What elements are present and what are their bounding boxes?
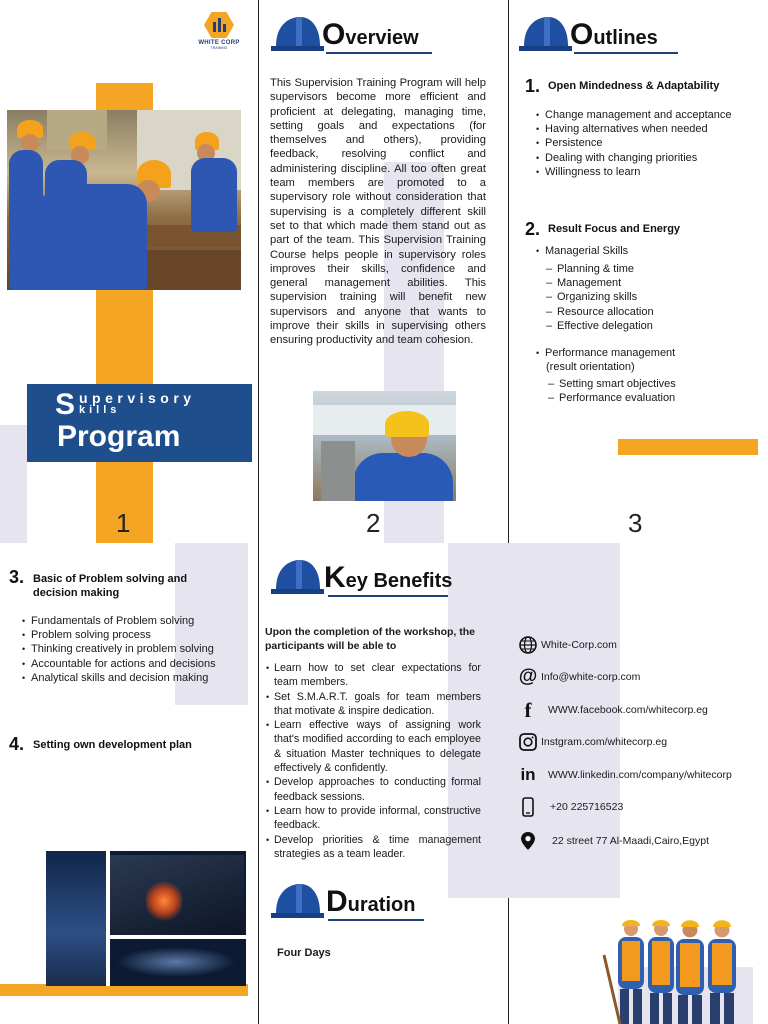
at-sign-icon: @	[518, 666, 538, 687]
location-pin-icon	[518, 831, 538, 851]
list-item: – Planning & time	[546, 262, 654, 276]
heading-underline	[574, 52, 678, 54]
section-3-title	[33, 572, 187, 600]
duration-heading	[270, 879, 470, 925]
list-item: • Thinking creatively in problem solving	[22, 642, 216, 656]
benefits-list	[266, 661, 481, 861]
logo-sub: TRAINING	[210, 46, 228, 50]
list-item: – Management	[546, 276, 654, 290]
facebook-link[interactable]: WWW.facebook.com/whitecorp.eg	[548, 704, 708, 716]
outlines-continued-panel	[0, 543, 258, 1024]
benefits-heading-initial: K	[324, 561, 346, 594]
list-item: • Having alternatives when needed	[536, 122, 732, 136]
list-item: • Learn effective ways of assigning work that's modified according to each employee & situation Master techniques to delegate effectively & confidently.	[266, 718, 481, 775]
page-number-2: 2	[366, 508, 381, 538]
email-link[interactable]: Info@white-corp.com	[541, 671, 641, 683]
page-number-3: 3	[628, 508, 643, 538]
heading-underline	[328, 595, 448, 597]
list-item: • Develop priorities & time management strategies as a team leader.	[266, 833, 481, 862]
list-item: • Develop approaches to conducting formal feedback sessions.	[266, 775, 481, 804]
section-2-sub2-list	[548, 377, 676, 405]
section-1-title: Open Mindedness & Adaptability	[548, 80, 720, 92]
list-item: – Resource allocation	[546, 305, 654, 319]
list-item: • Set S.M.A.R.T. goals for team members that motivate & inspire dedication.	[266, 690, 481, 719]
welding-photo	[46, 851, 246, 986]
duration-heading-rest: uration	[347, 894, 416, 916]
overview-panel	[258, 0, 508, 543]
hard-hat-icon	[270, 881, 324, 921]
globe-icon	[518, 635, 538, 655]
overview-heading	[270, 12, 470, 58]
list-item: • Change management and acceptance	[536, 108, 732, 122]
list-item: • Dealing with changing priorities	[536, 151, 732, 165]
list-item: • Fundamentals of Problem solving	[22, 614, 216, 628]
mobile-phone-icon	[518, 797, 538, 817]
list-item: • Learn how to set clear expectations for team members.	[266, 661, 481, 690]
phone-number[interactable]: +20 225716523	[550, 801, 624, 813]
heading-underline	[328, 919, 424, 921]
list-item: • Problem solving process	[22, 628, 216, 642]
linkedin-icon: in	[520, 765, 536, 784]
section-1-list	[536, 108, 732, 179]
title-program: Program	[57, 420, 181, 453]
company-logo	[196, 12, 242, 50]
list-item: • Analytical skills and decision making	[22, 671, 216, 685]
lavender-block	[0, 425, 27, 543]
linkedin-link[interactable]: WWW.linkedin.com/company/whitecorp	[548, 769, 732, 781]
address-text: 22 street 77 Al-Maadi,Cairo,Egypt	[552, 835, 709, 847]
hard-hat-icon	[518, 14, 572, 54]
section-2-sub2	[536, 346, 675, 360]
section-4-title: Setting own development plan	[33, 739, 192, 751]
section-3-title-line2: decision making	[33, 587, 120, 599]
engineer-photo	[313, 391, 456, 501]
title-supervisory: upervisory	[79, 390, 196, 406]
facebook-icon: f	[524, 697, 532, 722]
outlines-heading-rest: utlines	[593, 27, 658, 49]
instagram-link[interactable]: Instgram.com/whitecorp.eg	[541, 736, 668, 748]
workers-illustration	[596, 915, 746, 1024]
outlines-heading	[518, 12, 718, 58]
contact-panel	[508, 543, 768, 1024]
hard-hat-icon	[270, 14, 324, 54]
section-1-number: 1.	[525, 76, 541, 96]
logo-name: WHITE CORP	[198, 40, 240, 46]
logo-mark-icon	[204, 12, 234, 38]
heading-underline	[326, 52, 432, 54]
website-link[interactable]: White-Corp.com	[541, 639, 617, 651]
benefits-panel	[258, 543, 508, 1024]
section-3-list	[22, 614, 216, 685]
duration-value: Four Days	[277, 947, 331, 959]
list-item: – Organizing skills	[546, 290, 654, 304]
list-item: • Persistence	[536, 136, 732, 150]
overview-text: This Supervision Training Program will help supervisors become more efficient and proficient at delegating, managing time, setting goals and expectations (for themselves and others), providing feedback, resolving conflict and administering discipline. All too often great team members are promoted to a supervisory role without consideration that supervising is a completely different skill set to that which made them stand out as part of the team. This Supervision Training Course helps people in supervisory roles improves their skills, confidence and general management abilities. This supervision training will benefit new supervisors and anyone that wants to improve their skills in supervising others ensuring productivity and team cohesion.	[270, 77, 486, 347]
benefits-heading	[270, 555, 490, 601]
benefits-heading-rest: ey Benefits	[345, 570, 453, 592]
program-title-box	[27, 384, 252, 462]
cover-panel	[0, 0, 258, 543]
list-item: – Performance evaluation	[548, 391, 676, 405]
title-s-letter: S	[55, 388, 76, 421]
overview-heading-initial: O	[322, 18, 346, 51]
section-2-title: Result Focus and Energy	[548, 223, 681, 235]
duration-heading-initial: D	[326, 885, 348, 918]
list-item: • Accountable for actions and decisions	[22, 657, 216, 671]
workshop-photo	[7, 110, 241, 290]
list-item: • Learn how to provide informal, constructive feedback.	[266, 804, 481, 833]
outlines-panel	[508, 0, 768, 543]
section-4-number: 4.	[9, 734, 25, 754]
section-3-number: 3.	[9, 567, 25, 587]
hard-hat-icon	[270, 557, 324, 597]
section-2-sub1-list	[546, 262, 654, 333]
section-2-sub1	[536, 244, 628, 258]
section-2-number: 2.	[525, 219, 541, 239]
instagram-icon	[518, 732, 538, 752]
benefits-intro: Upon the completion of the workshop, the participants will be able to	[265, 626, 475, 652]
outlines-heading-initial: O	[570, 18, 594, 51]
page-number-1: 1	[116, 508, 131, 538]
orange-bar	[618, 439, 758, 455]
section-2-sub2-line2: (result orientation)	[546, 361, 635, 373]
list-item: – Effective delegation	[546, 319, 654, 333]
overview-heading-rest: verview	[345, 27, 419, 49]
title-skills: kills	[79, 404, 121, 416]
list-item: • Managerial Skills	[536, 244, 628, 258]
list-item: – Setting smart objectives	[548, 377, 676, 391]
list-item: • Performance management	[536, 346, 675, 360]
section-3-title-line1: Basic of Problem solving and	[33, 573, 188, 585]
list-item: • Willingness to learn	[536, 165, 732, 179]
